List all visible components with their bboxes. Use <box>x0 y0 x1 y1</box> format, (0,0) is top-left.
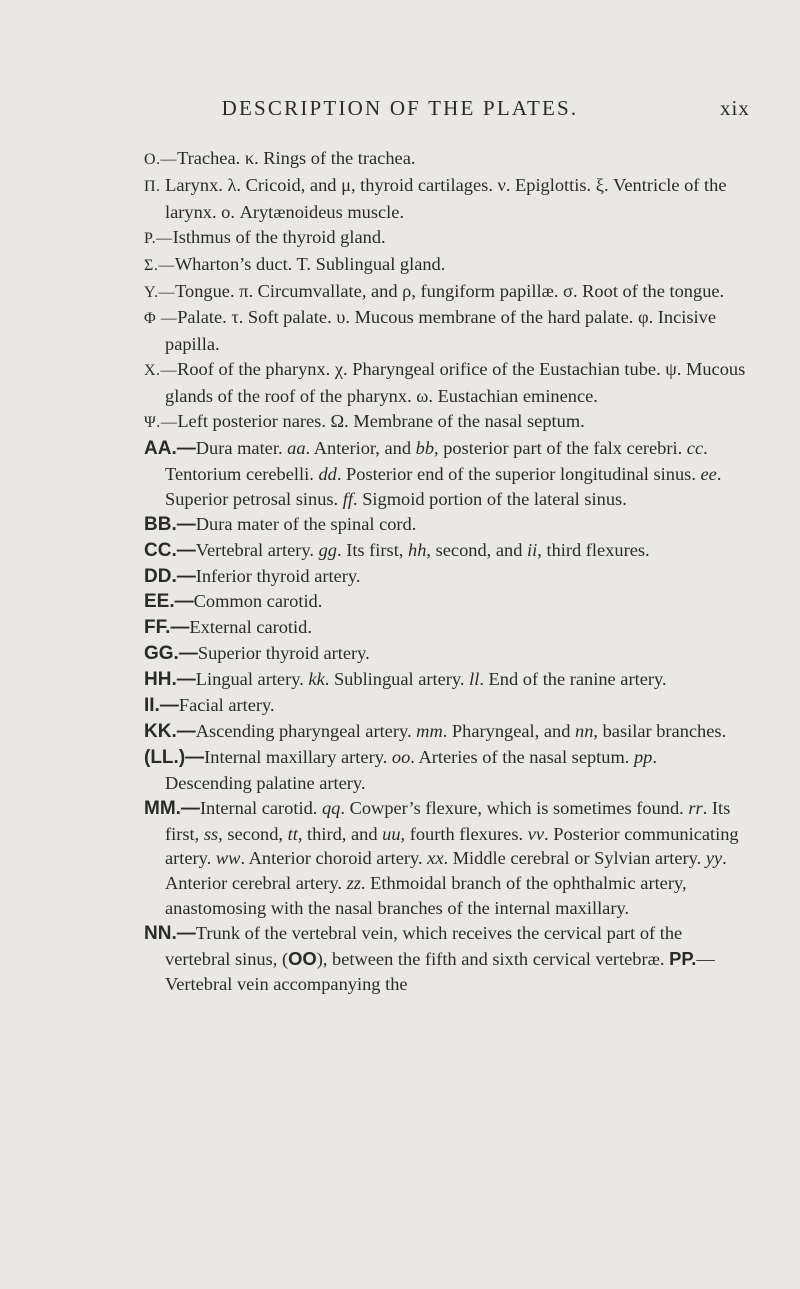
entry-text: Internal maxillary artery. <box>204 746 392 767</box>
entry-text: . Arteries of the nasal septum. <box>410 746 634 767</box>
entry-letter-ref: ww <box>215 848 241 869</box>
entry-text: Dura mater. <box>195 437 288 458</box>
entry-text: Dura mater of the spinal cord. <box>195 513 417 534</box>
entry-text: . Its first, <box>165 797 731 844</box>
plate-entry <box>144 357 748 409</box>
entry-letter-ref: ff <box>342 488 353 509</box>
entry-letter-ref: rr <box>688 797 703 818</box>
entry-text: . Anterior cerebral artery. <box>165 848 727 894</box>
entry-label: DD.— <box>144 565 196 587</box>
entry-label: Σ.— <box>144 256 175 274</box>
entry-text: Palate. τ. Soft palate. υ. Mucous membrane of the hard palate. φ. Incisive papilla. <box>165 307 717 355</box>
plate-entry <box>144 667 748 693</box>
page-number: xix <box>720 96 750 120</box>
entry-label: Π. <box>144 177 161 195</box>
entry-letter-ref: ii <box>527 539 538 560</box>
entry-text: Internal carotid. <box>199 797 322 818</box>
entry-text: Inferior thyroid artery. <box>195 565 361 586</box>
plate-entry <box>144 693 748 719</box>
entry-text: Trunk of the vertebral vein, which receives the cervical part of the vertebral sinus, ( <box>165 923 683 970</box>
entry-label: II.— <box>144 695 179 717</box>
plate-entry <box>144 641 748 667</box>
entry-text: . Superior petrosal sinus. <box>165 463 722 509</box>
entry-label: Ψ.— <box>144 414 178 432</box>
entry-text: , third, and <box>297 823 383 844</box>
entry-letter-ref: kk <box>308 669 325 690</box>
entry-text: Lingual artery. <box>195 669 309 690</box>
entry-text: , fourth flexures. <box>400 823 528 844</box>
plate-entry <box>144 538 748 564</box>
entry-text: , second, <box>218 823 288 844</box>
plate-entry <box>144 173 748 225</box>
entry-text: . Cowper’s flexure, which is sometimes found. <box>340 797 689 818</box>
entry-letter-ref: pp <box>633 746 653 767</box>
entry-letter-ref: gg <box>318 539 337 560</box>
entry-text: . Posterior end of the superior longitudinal sinus. <box>336 463 701 484</box>
plate-entry <box>144 512 748 538</box>
entry-text: . End of the ranine artery. <box>479 669 667 690</box>
plate-entry <box>144 745 748 796</box>
entry-text: Isthmus of the thyroid gland. <box>172 226 386 247</box>
plate-entry <box>144 436 748 512</box>
entry-label: MM.— <box>144 797 200 819</box>
entry-text: Larynx. λ. Cricoid, and μ, thyroid cartilages. ν. Epiglottis. ξ. Ventricle of the larynx. ο. Arytænoideus muscle. <box>160 174 727 222</box>
entry-text: Common carotid. <box>193 591 323 612</box>
entry-letter-ref: vv <box>527 823 545 844</box>
entry-label: Φ — <box>144 310 178 328</box>
entry-text: . Anterior choroid artery. <box>240 848 428 869</box>
entry-text: Trachea. κ. Rings of the trachea. <box>177 148 416 168</box>
entry-label: (LL.)— <box>144 746 205 768</box>
entry-label: CC.— <box>144 539 196 561</box>
entry-text: Ascending pharyngeal artery. <box>195 720 417 741</box>
plate-description-list <box>144 146 748 997</box>
entry-text: . Sublingual artery. <box>324 669 470 690</box>
entry-text: Wharton’s duct. T. Sublingual gland. <box>174 253 446 274</box>
entry-text: . Pharyngeal, and <box>442 720 576 741</box>
entry-text: Tongue. π. Circumvallate, and ρ, fungiform papillæ. σ. Root of the tongue. <box>175 280 725 301</box>
entry-label: X.— <box>144 362 178 380</box>
entry-text: Facial artery. <box>178 695 275 716</box>
entry-letter-ref: aa <box>287 437 306 458</box>
entry-bold-ref: OO <box>288 948 317 970</box>
entry-label: HH.— <box>144 669 196 691</box>
plate-entry <box>144 225 748 252</box>
entry-letter-ref: ll <box>469 669 480 690</box>
entry-label: BB.— <box>144 513 196 535</box>
entry-letter-ref: hh <box>408 539 427 560</box>
entry-text: Left posterior nares. Ω. Membrane of the nasal septum. <box>177 411 585 432</box>
entry-letter-ref: zz <box>346 873 361 894</box>
entry-text: , posterior part of the falx cerebri. <box>434 437 687 458</box>
entry-text: , third flexures. <box>537 539 650 560</box>
entry-label: GG.— <box>144 643 198 665</box>
plate-entry <box>144 796 748 922</box>
entry-text: . Middle cerebral or Sylvian artery. <box>443 848 706 869</box>
entry-text: . Descending palatine artery. <box>165 746 657 793</box>
entry-letter-ref: qq <box>321 797 341 818</box>
entry-text: , basilar branches. <box>593 720 727 741</box>
entry-text: . Posterior communicating artery. <box>165 823 739 869</box>
plate-entry <box>144 921 748 997</box>
entry-letter-ref: nn <box>575 720 594 741</box>
entry-letter-ref: tt <box>287 823 298 844</box>
plate-entry <box>144 305 748 357</box>
plate-entry <box>144 564 748 590</box>
plate-entry <box>144 719 748 745</box>
plate-entry <box>144 252 748 279</box>
entry-text: External carotid. <box>189 617 312 638</box>
entry-text: . Anterior, and <box>305 437 416 458</box>
plate-entry <box>144 409 748 436</box>
entry-letter-ref: oo <box>391 746 411 767</box>
running-header <box>0 96 800 126</box>
entry-label: AA.— <box>144 437 196 459</box>
entry-label: EE.— <box>144 591 194 613</box>
entry-label: FF.— <box>144 617 190 639</box>
entry-letter-ref: cc <box>686 437 704 458</box>
entry-text: . Sigmoid portion of the lateral sinus. <box>353 488 627 509</box>
plate-entry <box>144 279 748 306</box>
entry-text: Superior thyroid artery. <box>197 643 370 664</box>
plate-entry <box>144 589 748 615</box>
entry-label: KK.— <box>144 720 196 742</box>
entry-label: O.— <box>144 151 178 168</box>
entry-letter-ref: ee <box>700 463 717 484</box>
entry-label: Υ.— <box>144 283 176 301</box>
plate-entry <box>144 146 748 173</box>
entry-text: . Tentorium cerebelli. <box>165 437 708 484</box>
entry-text: , second, and <box>426 539 528 560</box>
entry-letter-ref: dd <box>318 463 337 484</box>
entry-letter-ref: ss <box>203 823 219 844</box>
entry-letter-ref: xx <box>427 848 444 869</box>
entry-text: ), between the fifth and sixth cervical vertebræ. <box>316 949 670 970</box>
plate-entry <box>144 615 748 641</box>
header-title: DESCRIPTION OF THE PLATES. <box>221 96 579 120</box>
entry-letter-ref: mm <box>416 720 443 741</box>
entry-label: NN.— <box>144 923 196 945</box>
entry-text: —Vertebral vein accompanying the <box>165 949 715 994</box>
entry-label: P.— <box>144 229 173 247</box>
entry-letter-ref: yy <box>705 848 723 869</box>
entry-letter-ref: bb <box>415 437 435 458</box>
entry-text: . Ethmoidal branch of the ophthalmic artery, anastomosing with the nasal branches of the internal maxillary. <box>165 873 687 919</box>
entry-text: Roof of the pharynx. χ. Pharyngeal orifice of the Eustachian tube. ψ. Mucous glands of the roof of the pharynx. ω. Eustachian eminence. <box>165 359 746 407</box>
entry-letter-ref: uu <box>382 823 401 844</box>
entry-text: . Its first, <box>337 539 409 560</box>
entry-bold-ref: PP. <box>669 948 697 970</box>
entry-text: Vertebral artery. <box>195 539 319 560</box>
